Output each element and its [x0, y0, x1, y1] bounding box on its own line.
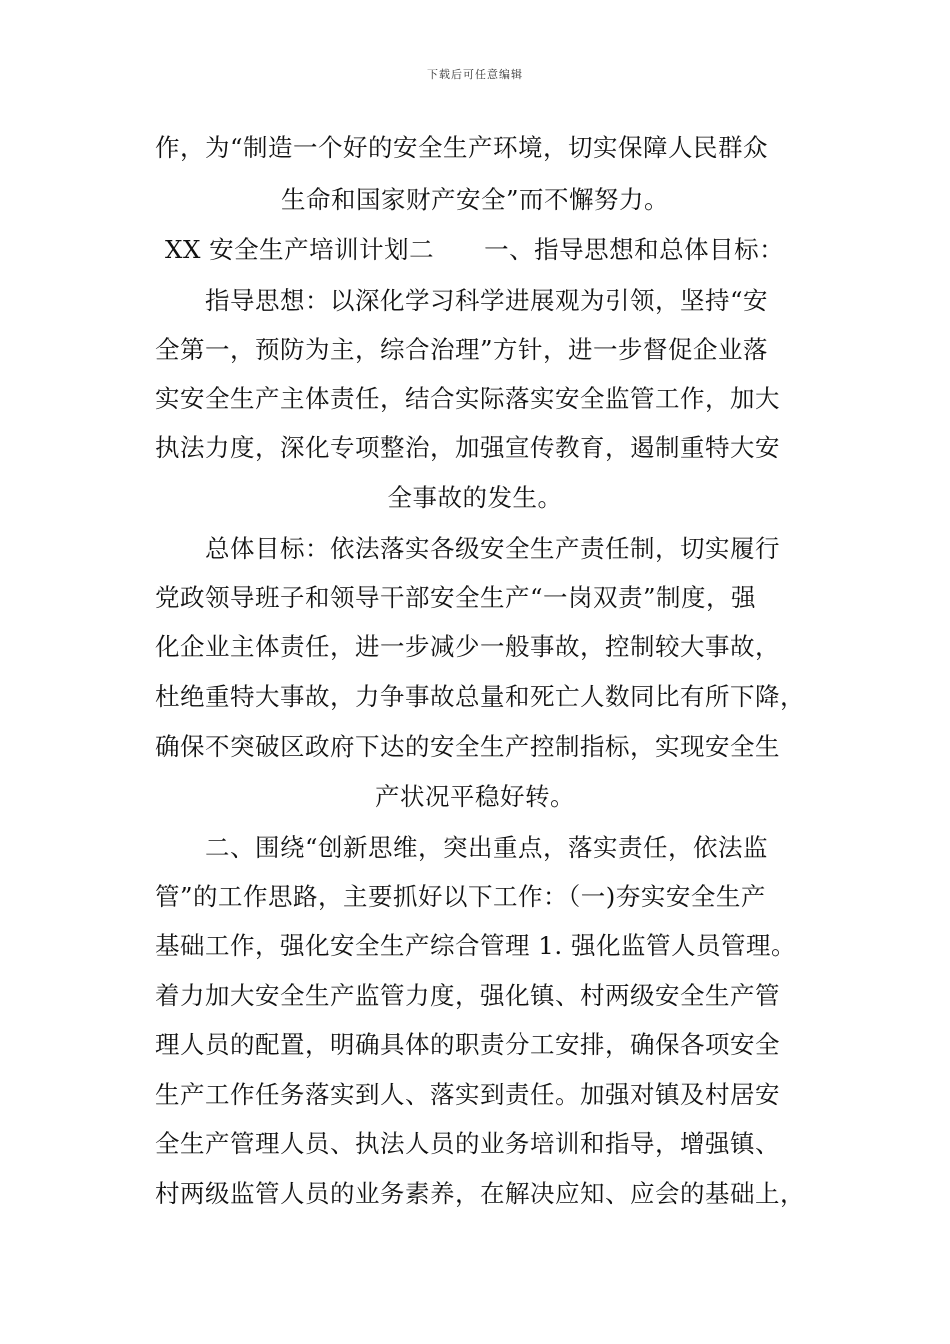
page-header: 下载后可任意编辑 — [427, 68, 523, 81]
text-line: 执法力度，深化专项整治，加强宣传教育，遏制重特大安 — [155, 433, 780, 462]
text-line: 实安全生产主体责任，结合实际落实安全监管工作，加大 — [155, 384, 780, 413]
text-line: 生命和国家财产安全”而不懈努力。 — [280, 185, 670, 214]
text-line: 确保不突破区政府下达的安全生产控制指标，实现安全生 — [155, 732, 780, 761]
text-line: 化企业主体责任，进一步减少一般事故，控制较大事故， — [155, 632, 780, 661]
text-line: 管”的工作思路，主要抓好以下工作：（一)夯实安全生产 — [155, 882, 766, 911]
text-line: 生产工作任务落实到人、落实到责任。加强对镇及村居安 — [155, 1080, 780, 1109]
text-line: 指导思想：以深化学习科学进展观为引领，坚持“安 — [205, 286, 769, 315]
text-line: 杜绝重特大事故，力争事故总量和死亡人数同比有所下降， — [155, 682, 805, 711]
text-line: 理人员的配置，明确具体的职责分工安排，确保各项安全 — [155, 1030, 780, 1059]
text-line: 全第一，预防为主，综合治理”方针，进一步督促企业落 — [155, 335, 769, 364]
text-line: 村两级监管人员的业务素养，在解决应知、应会的基础上， — [155, 1179, 805, 1208]
text-line: 全事故的发生。 — [387, 483, 563, 512]
text-line: 二、围绕“创新思维，突出重点，落实责任，依法监 — [205, 833, 769, 862]
text-line: 作，为“制造一个好的安全生产环境，切实保障人民群众 — [155, 133, 769, 162]
text-line: 着力加大安全生产监管力度，强化镇、村两级安全生产管 — [155, 981, 780, 1010]
section-title-line: XX 安全生产培训计划二 一、指导思想和总体目标： — [165, 235, 785, 264]
text-line: 总体目标：依法落实各级安全生产责任制，切实履行 — [205, 534, 780, 563]
text-line: 产状况平稳好转。 — [375, 782, 575, 811]
text-line: 党政领导班子和领导干部安全生产“一岗双责”制度，强 — [155, 583, 757, 612]
text-line: 基础工作，强化安全生产综合管理 1. 强化监管人员管理。 — [155, 931, 796, 960]
text-line: 全生产管理人员、执法人员的业务培训和指导，增强镇、 — [155, 1129, 780, 1158]
